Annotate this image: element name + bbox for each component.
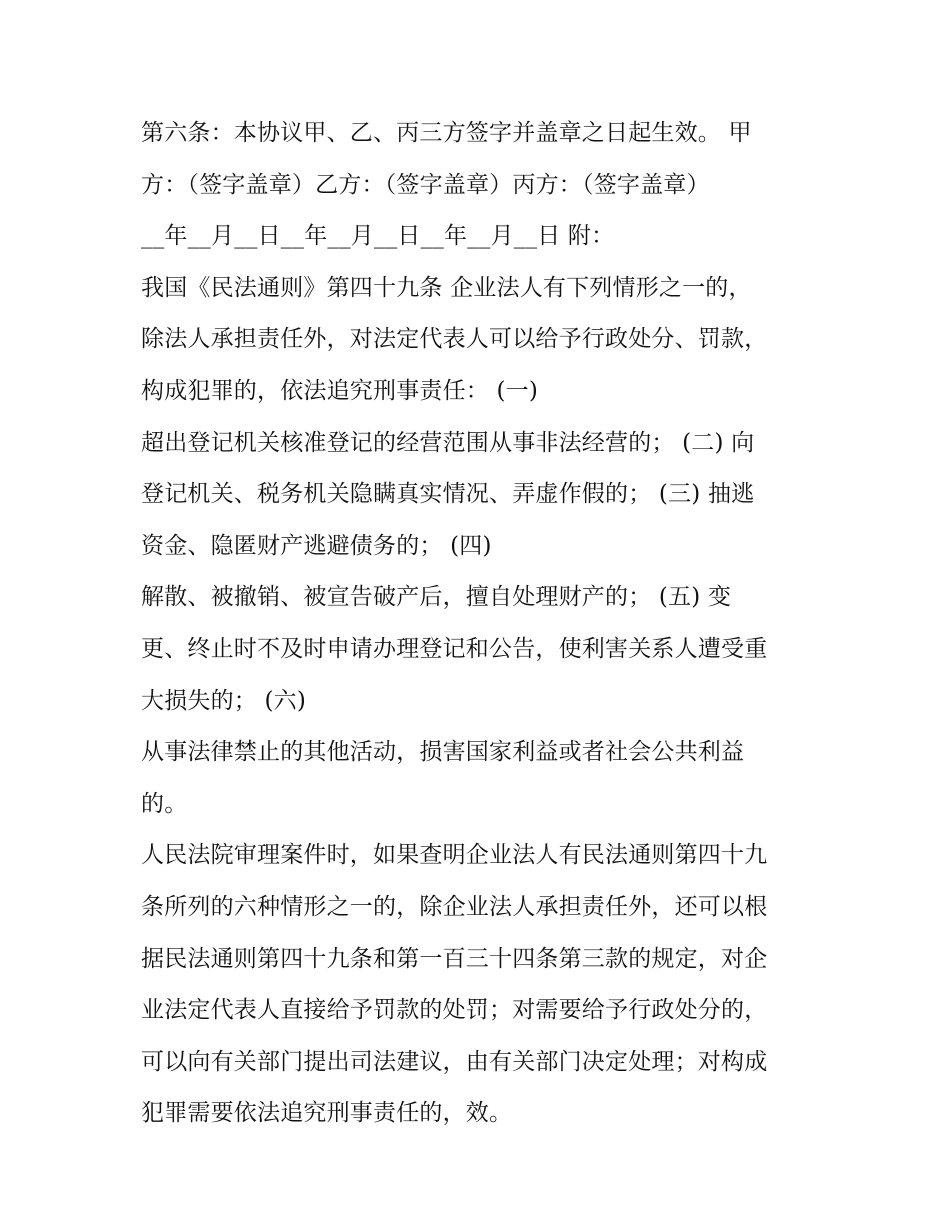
text-line: 方：（签字盖章）乙方：（签字盖章）丙方：（签字盖章）	[141, 171, 710, 198]
text-line: __年__月__日__年__月__日__年__月__日 附：	[141, 223, 615, 250]
text-line: 大损失的； (六)	[141, 687, 307, 714]
text-line: 超出登记机关核准登记的经营范围从事非法经营的； (二) 向	[141, 429, 755, 456]
text-line: 可以向有关部门提出司法建议，由有关部门决定处理；对构成	[141, 1048, 768, 1075]
text-line: 从事法律禁止的其他活动，损害国家利益或者社会公共利益	[141, 739, 745, 766]
text-line: 除法人承担责任外，对法定代表人可以给予行政处分、罚款，	[141, 326, 768, 353]
text-line: 第六条：本协议甲、乙、丙三方签字并盖章之日起生效。 甲	[141, 120, 752, 146]
text-line: 据民法通则第四十九条和第一百三十四条第三款的规定，对企	[141, 945, 768, 972]
text-line: 犯罪需要依法追究刑事责任的，效。	[141, 1100, 513, 1127]
text-line: 的。	[141, 790, 188, 817]
text-line: 资金、隐匿财产逃避债务的； (四)	[141, 532, 492, 559]
text-line: 我国《民法通则》第四十九条 企业法人有下列情形之一的，	[141, 274, 752, 301]
text-line: 解散、被撤销、被宣告破产后，擅自处理财产的； (五) 变	[141, 584, 732, 611]
document-body	[141, 108, 831, 1140]
text-line: 构成犯罪的，依法追究刑事责任： (一)	[141, 377, 539, 404]
text-line: 条所列的六种情形之一的，除企业法人承担责任外，还可以根	[141, 893, 768, 920]
text-line: 人民法院审理案件时，如果查明企业法人有民法通则第四十九	[141, 842, 768, 869]
text-line: 登记机关、税务机关隐瞒真实情况、弄虚作假的； (三) 抽逃	[141, 481, 755, 508]
text-line: 更、终止时不及时申请办理登记和公告，使利害关系人遭受重	[141, 635, 768, 662]
text-line: 业法定代表人直接给予罚款的处罚；对需要给予行政处分的，	[141, 997, 768, 1024]
